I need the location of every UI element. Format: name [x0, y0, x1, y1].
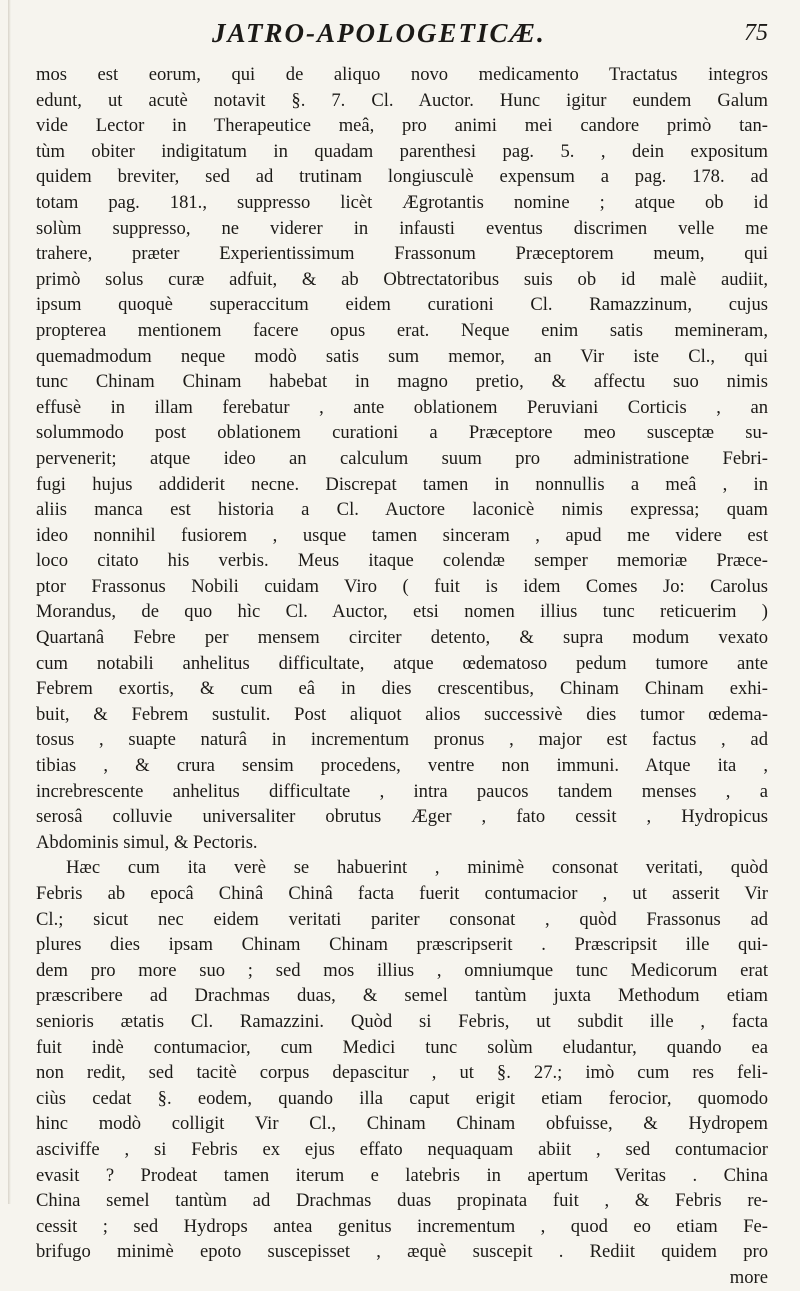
- text-line: loco citato his verbis. Meus itaque colendæ semper memoriæ Præce-: [36, 550, 768, 572]
- text-line: mos est eorum, qui de aliquo novo medicamento Tractatus integros: [36, 64, 768, 85]
- text-line: Cl.; sicut nec eidem veritati pariter consonat , quòd Frassonus ad: [36, 908, 768, 930]
- text-line: propterea mentionem facere opus erat. Neque enim satis memineram,: [36, 319, 768, 341]
- text-line: China semel tantùm ad Drachmas duas propinata fuit , & Febris re-: [36, 1190, 768, 1212]
- text-line: brifugo minimè epoto suscepisset , æquè suscepit . Rediit quidem pro: [36, 1241, 768, 1263]
- text-line: edunt, ut acutè notavit §. 7. Cl. Auctor. Hunc igitur eundem Galum: [36, 89, 768, 111]
- text-line: hinc modò colligit Vir Cl., Chinam Chinam obfuisse, & Hydropem: [36, 1113, 768, 1135]
- running-head-title: JATRO-APOLOGETICÆ.: [212, 18, 546, 48]
- text-line: quidem breviter, sed ad trutinam longiusculè expensum a pag. 178. ad: [36, 166, 768, 188]
- text-line: increbrescente anhelitus difficultate , intra paucos tandem menses , a: [36, 780, 768, 802]
- text-line: solùm suppresso, ne viderer in infausti eventus discrimen velle me: [36, 217, 768, 239]
- text-line: asciviffe , si Febris ex ejus effato nequaquam abiit , sed contumacior: [36, 1138, 768, 1160]
- text-line: effusè in illam ferebatur , ante oblationem Peruviani Corticis , an: [36, 396, 768, 418]
- text-line: præscribere ad Drachmas duas, & semel tantùm juxta Methodum etiam: [36, 985, 768, 1007]
- text-line: cessit ; sed Hydrops antea genitus incrementum , quod eo etiam Fe-: [36, 1215, 768, 1237]
- text-line: quemadmodum neque modò satis sum memor, an Vir iste Cl., qui: [36, 345, 768, 367]
- text-line: dem pro more suo ; sed mos illius , omniumque tunc Medicorum erat: [36, 959, 768, 981]
- running-head: [0, 14, 800, 54]
- page-gutter-shadow: [8, 0, 11, 1204]
- text-line: non redit, sed tacitè corpus depascitur , ut §. 27.; imò cum res feli-: [36, 1062, 768, 1084]
- text-line: fugi hujus addiderit necne. Discrepat tamen in nonnullis a meâ , in: [36, 473, 768, 495]
- text-line: Hæc cum ita verè se habuerint , minimè consonat veritati, quòd: [66, 857, 768, 879]
- page-number: 75: [744, 20, 768, 46]
- text-line: vide Lector in Therapeutice meâ, pro animi mei candore primò tan-: [36, 115, 768, 137]
- text-line: senioris ætatis Cl. Ramazzini. Quòd si Febris, ut subdit ille , facta: [36, 1010, 768, 1032]
- text-line: ptor Frassonus Nobili cuidam Viro ( fuit is idem Comes Jo: Carolus: [36, 575, 768, 597]
- text-line: fuit indè contumacior, cum Medici tunc solùm eludantur, quando ea: [36, 1036, 768, 1058]
- text-line: Morandus, de quo hìc Cl. Auctor, etsi nomen illius tunc reticuerim ): [36, 601, 768, 623]
- text-line: tibias , & crura sensim procedens, ventre non immuni. Atque ita ,: [36, 755, 768, 777]
- text-line: serosâ colluvie universaliter obrutus Æger , fato cessit , Hydropicus: [36, 806, 768, 828]
- text-line: Abdominis simul, & Pectoris.: [36, 831, 258, 853]
- text-line: ipsum quoquè superaccitum eidem curationi Cl. Ramazzinum, cujus: [36, 294, 768, 316]
- text-line: plures dies ipsam Chinam Chinam præscripserit . Præscripsit ille qui-: [36, 934, 768, 956]
- text-line: aliis manca est historia a Cl. Auctore laconicè nimis expressa; quam: [36, 499, 768, 521]
- text-line: trahere, præter Experientissimum Frassonum Præceptorem meum, qui: [36, 243, 768, 265]
- text-line: evasit ? Prodeat tamen iterum e latebris in apertum Veritas . China: [36, 1164, 768, 1186]
- text-line: primò solus curæ adfuit, & ab Obtrectatoribus suis ob id malè audiit,: [36, 268, 768, 290]
- text-line: ideo nonnihil fusiorem , usque tamen sinceram , apud me videre est: [36, 524, 768, 546]
- text-line: Febrem exortis, & cum eâ in dies crescentibus, Chinam Chinam exhi-: [36, 678, 768, 700]
- text-line: pervenerit; atque ideo an calculum suum pro administratione Febri-: [36, 447, 768, 469]
- text-line: cum notabili anhelitus difficultate, atque œdematoso pedum tumore ante: [36, 652, 768, 674]
- text-line: tosus , suapte naturâ in incrementum pronus , major est factus , ad: [36, 729, 768, 751]
- text-line: Quartanâ Febre per mensem circiter detento, & supra modum vexato: [36, 627, 768, 649]
- text-line: ciùs cedat §. eodem, quando illa caput erigit etiam ferocior, quomodo: [36, 1087, 768, 1109]
- text-line: totam pag. 181., suppresso licèt Ægrotantis nomine ; atque ob id: [36, 191, 768, 213]
- text-line: tunc Chinam Chinam habebat in magno pretio, & affectu suo nimis: [36, 371, 768, 393]
- text-line: Febris ab epocâ Chinâ Chinâ facta fuerit contumacior , ut asserit Vir: [36, 883, 768, 904]
- text-line: tùm obiter indigitatum in quadam parenthesi pag. 5. , dein expositum: [36, 140, 768, 162]
- text-line: buit, & Febrem sustulit. Post aliquot alios successivè dies tumor œdema-: [36, 703, 768, 725]
- text-line: solummodo post oblationem curationi a Præceptore meo susceptæ su-: [36, 422, 768, 444]
- text-line: more: [729, 1266, 768, 1288]
- body-text: [36, 62, 768, 1291]
